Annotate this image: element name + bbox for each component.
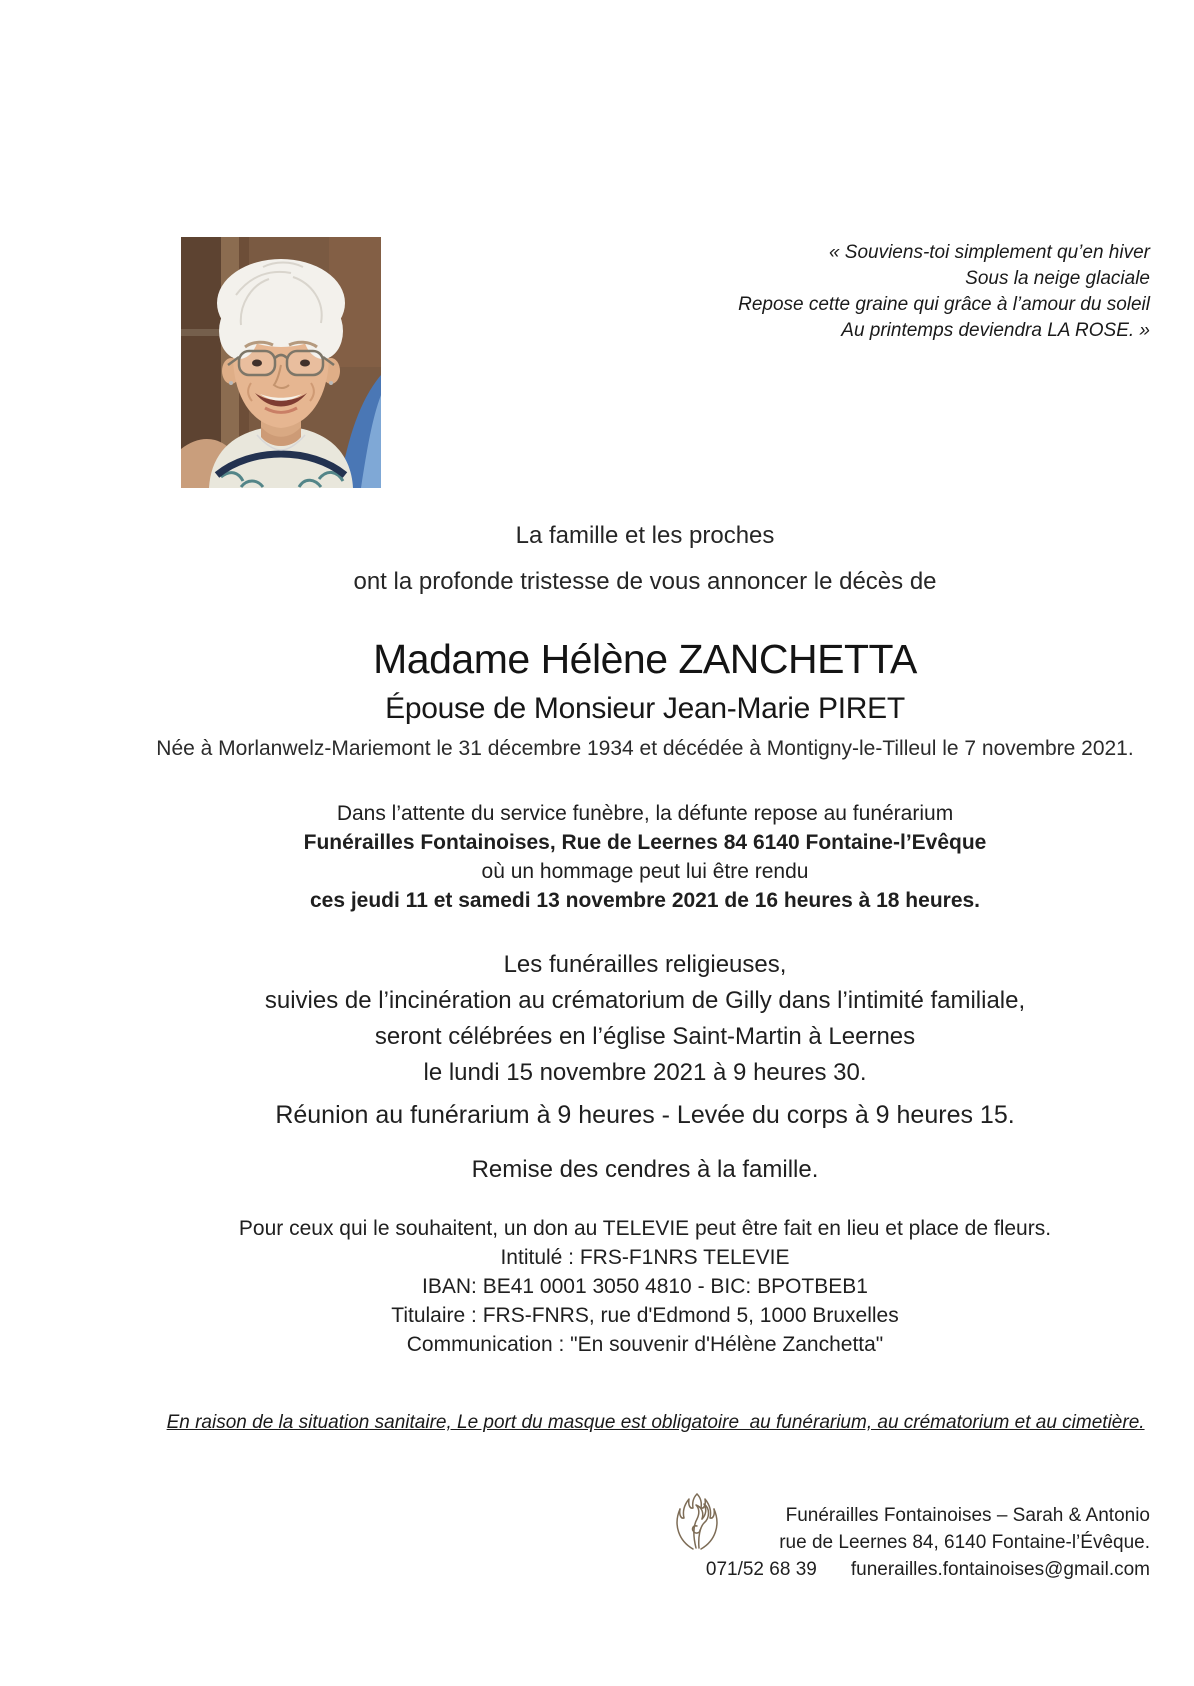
repose-line-1: Dans l’attente du service funèbre, la défunte repose au funérarium (336, 802, 954, 825)
deceased-name: Madame Hélène ZANCHETTA (373, 636, 917, 682)
deceased-birth-death-line: Née à Morlanwelz-Mariemont le 31 décembre 1934 et décédée à Montigny-le-Tilleul le 7 novembre 2021. (156, 737, 1134, 760)
covid-notice (140, 1390, 1150, 1456)
repose-funeral-home-address: Funérailles Fontainoises, Rue de Leernes 84 6140 Fontaine-l’Evêque (303, 831, 987, 854)
ceremony-line-2: suivies de l’incinération au crématorium de Gilly dans l’intimité familiale, (264, 987, 1026, 1014)
footer-company-line: Funérailles Fontainoises – Sarah & Antonio (785, 1505, 1150, 1526)
donation-line-1: Pour ceux qui le souhaitent, un don au TELEVIE peut être fait en lieu et place de fleurs. (238, 1217, 1052, 1240)
footer-phone: 071/52 68 39 (705, 1559, 817, 1580)
donation-title-line: Intitulé : FRS-F1NRS TELEVIE (500, 1246, 790, 1269)
covid-notice-text: En raison de la situation sanitaire, Le port du masque est obligatoire au funérarium, au crématorium et au cimetière. (166, 1412, 1145, 1433)
footer-email: funerailles.fontainoises@gmail.com (850, 1559, 1150, 1580)
portrait-photo (181, 237, 381, 488)
quote-line-2: Sous la neige glaciale (965, 268, 1150, 289)
ceremony-details (140, 947, 1150, 1091)
donation-holder-line: Titulaire : FRS-FNRS, rue d'Edmond 5, 1000 Bruxelles (391, 1304, 899, 1327)
reunion-line: Réunion au funérarium à 9 heures - Levée du corps à 9 heures 15. (275, 1101, 1015, 1129)
repose-line-3: où un hommage peut lui être rendu (481, 860, 809, 883)
quote-line-1: « Souviens-toi simplement qu’en hiver (828, 242, 1150, 263)
footer-phone-email-line (140, 1556, 1150, 1583)
portrait-photo-illustration (181, 237, 381, 488)
memorial-quote (440, 240, 1150, 344)
ceremony-line-4: le lundi 15 novembre 2021 à 9 heures 30. (423, 1059, 867, 1086)
intro-family-line: La famille et les proches (515, 522, 775, 549)
repose-details (140, 799, 1150, 915)
quote-line-4: Au printemps deviendra LA ROSE. » (841, 320, 1150, 341)
repose-visiting-hours: ces jeudi 11 et samedi 13 novembre 2021 de 16 heures à 18 heures. (309, 889, 981, 912)
footer-address-line: rue de Leernes 84, 6140 Fontaine-l’Évêque. (779, 1532, 1150, 1553)
footer-contact (140, 1502, 1150, 1583)
donation-iban-line: IBAN: BE41 0001 3050 4810 - BIC: BPOTBEB1 (422, 1275, 868, 1298)
intro-announcement-line: ont la profonde tristesse de vous annoncer le décès de (353, 568, 937, 595)
donation-details (140, 1214, 1150, 1359)
quote-line-3: Repose cette graine qui grâce à l’amour du soleil (738, 294, 1150, 315)
ceremony-line-3: seront célébrées en l’église Saint-Martin à Leernes (374, 1023, 916, 1050)
donation-communication-line: Communication : "En souvenir d'Hélène Zanchetta" (406, 1333, 884, 1356)
ceremony-line-1: Les funérailles religieuses, (503, 951, 787, 978)
ashes-line: Remise des cendres à la famille. (471, 1156, 819, 1183)
deceased-spouse-line: Épouse de Monsieur Jean-Marie PIRET (385, 692, 905, 725)
